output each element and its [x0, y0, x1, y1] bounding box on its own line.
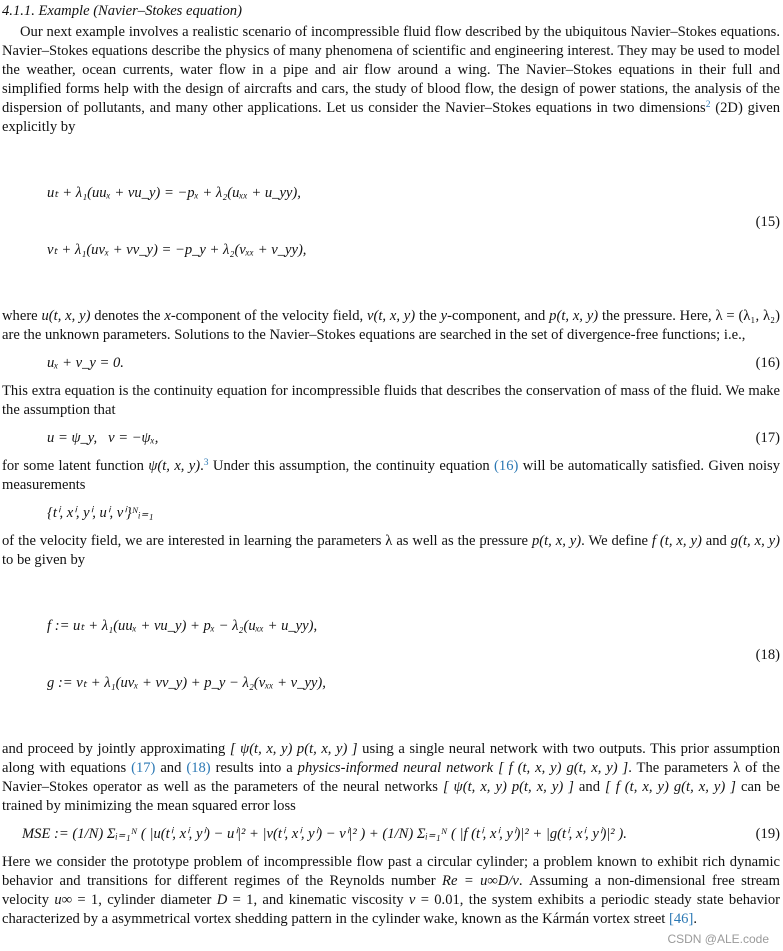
- math-inline: Re = u∞D/ν: [442, 873, 519, 889]
- text-run: and: [155, 760, 187, 776]
- math-inline: f (t, x, y): [651, 533, 702, 549]
- text-run: using a single neural network with two outputs. This prior assumption along with equations: [2, 741, 781, 776]
- math-inline: g(t, x, y): [730, 533, 781, 549]
- measurements-set: [47, 504, 780, 523]
- math-inline: x: [164, 308, 171, 324]
- text-run: where: [2, 308, 42, 324]
- text-run: results into a: [210, 760, 298, 776]
- math-inline: v(t, x, y): [367, 308, 416, 324]
- equation-number: (19): [755, 826, 780, 842]
- text-run: denotes the: [90, 308, 165, 324]
- text-run: . We define: [581, 533, 652, 549]
- math-inline: y: [440, 308, 448, 324]
- text-run: the: [415, 308, 441, 324]
- footnote-link[interactable]: 3: [203, 458, 209, 468]
- reference-link[interactable]: (17): [131, 760, 156, 776]
- paragraph-continuity: [2, 382, 780, 420]
- footnote-link[interactable]: 2: [705, 100, 711, 110]
- equation-line: vₜ + λ₁(uvₓ + vv_y) = −p_y + λ₂(vₓₓ + v_yy),: [47, 242, 307, 258]
- text-run: and: [573, 779, 606, 795]
- text-run: This extra equation is the continuity equation for incompressible fluids that describes the conservation of mass of the fluid. We make the assumption that: [2, 383, 780, 418]
- reference-link[interactable]: (16): [494, 458, 519, 474]
- text-run: and: [701, 533, 731, 549]
- equation-17: [47, 429, 780, 448]
- equation-number: (15): [755, 213, 780, 230]
- text-run: . Assuming a non-dimensional free stream velocity: [2, 873, 780, 908]
- math-inline: u∞: [54, 892, 73, 908]
- text-run: .: [693, 911, 697, 927]
- paragraph-define-fg: [2, 532, 780, 570]
- watermark: CSDN @ALE.code: [667, 932, 769, 946]
- equation-number: (16): [755, 355, 780, 371]
- equation-number: (18): [755, 646, 780, 663]
- equation-line: uₓ + v_y = 0.: [47, 355, 124, 371]
- text-run: .: [200, 458, 204, 474]
- text-run: and proceed by jointly approximating: [2, 741, 230, 757]
- paragraph-latent: [2, 457, 780, 495]
- equation-line: uₜ + λ₁(uuₓ + vu_y) = −pₓ + λ₂(uₓₓ + u_yy),: [47, 185, 301, 201]
- equation-number: (17): [755, 430, 780, 446]
- text-run: the pressure. Here, λ = (λ₁, λ₂) are the unknown parameters. Solutions to the Navier–Stokes equations are searched in the set of divergence-free functions; i.e.,: [2, 308, 780, 343]
- math-inline: ν: [408, 892, 416, 908]
- math-inline: p(t, x, y): [549, 308, 599, 324]
- text-run: Under this assumption, the continuity equation: [208, 458, 495, 474]
- math-inline: p(t, x, y): [531, 533, 582, 549]
- text-run: to be given by: [2, 552, 86, 568]
- math-inline: physics-informed neural network: [297, 760, 494, 776]
- text-run: = 1, cylinder diameter: [72, 892, 217, 908]
- text-run: (2D) given explicitly by: [2, 100, 780, 135]
- text-run: Our next example involves a realistic scenario of incompressible fluid flow described by the ubiquitous Navier–Stokes equations. Navier–Stokes equations describe the physics of many phenomena of scientific and engineering interest. They may be used to model the weather, ocean currents, water flow in a pipe and air flow around a wing. The Navier–Stokes equations in their full and simplified forms help with the design of aircrafts and cars, the study of blood flow, the design of power stations, the analysis of the dispersion of pollutants, and many other applications. Let us consider the Navier–Stokes equations in two dimensions: [2, 24, 780, 116]
- text-run: = 0.01, the system exhibits a periodic steady state behavior characterized by a asymmetrical vortex shedding pattern in the cylinder wake, known as the Kármán vortex street: [2, 892, 780, 927]
- equation-18: [47, 579, 780, 731]
- equation-line: MSE := (1/N) Σᵢ₌₁ᴺ ( |u(tⁱ, xⁱ, yⁱ) − uⁱ|² + |v(tⁱ, xⁱ, yⁱ) − vⁱ|² ) + (1/N) Σᵢ₌₁ᴺ ( |f (tⁱ, xⁱ, yⁱ)|² + |g(tⁱ, xⁱ, yⁱ)|² ).: [22, 826, 627, 842]
- math-inline: [ f (t, x, y) g(t, x, y) ]: [605, 779, 736, 795]
- equation-15: [47, 146, 780, 298]
- text-run: can be trained by minimizing the mean squared error loss: [2, 779, 781, 814]
- reference-link[interactable]: (18): [186, 760, 211, 776]
- paragraph-pinn: [2, 740, 780, 816]
- equation-16: [47, 354, 780, 373]
- text-run: -component of the velocity field,: [170, 308, 367, 324]
- text-run: . The parameters λ of the Navier–Stokes operator as well as the parameters of the neural networks: [2, 760, 780, 795]
- paragraph-cylinder: [2, 853, 780, 929]
- paragraph-intro: [2, 23, 780, 137]
- section-heading: 4.1.1. Example (Navier–Stokes equation): [2, 3, 242, 19]
- math-inline: [ ψ(t, x, y) p(t, x, y) ]: [229, 741, 358, 757]
- text-run: Here we consider the prototype problem of incompressible flow past a circular cylinder; a problem known to exhibit rich dynamic behavior and transitions for different regimes of the Reynolds number: [2, 854, 780, 889]
- equation-line: g := vₜ + λ₁(uvₓ + vv_y) + p_y − λ₂(vₓₓ + v_yy),: [47, 675, 326, 691]
- text-run: = 1, and kinematic viscosity: [227, 892, 409, 908]
- math-inline: D: [216, 892, 228, 908]
- paragraph-definitions: [2, 307, 780, 345]
- math-inline: u(t, x, y): [41, 308, 91, 324]
- equation-line: {tⁱ, xⁱ, yⁱ, uⁱ, vⁱ}ᴺᵢ₌₁: [47, 505, 154, 521]
- math-inline: [ ψ(t, x, y) p(t, x, y) ]: [442, 779, 574, 795]
- text-run: of the velocity field, we are interested in learning the parameters λ as well as the pressure: [2, 533, 532, 549]
- math-inline: ψ(t, x, y): [148, 458, 201, 474]
- equation-line: f := uₜ + λ₁(uuₓ + vu_y) + pₓ − λ₂(uₓₓ + u_yy),: [47, 618, 318, 634]
- reference-link[interactable]: [46]: [669, 911, 694, 927]
- text-run: -component, and: [447, 308, 550, 324]
- text-run: for some latent function: [2, 458, 149, 474]
- equation-line: u = ψ_y, v = −ψₓ,: [47, 430, 159, 446]
- text-run: will be automatically satisfied. Given noisy measurements: [2, 458, 780, 493]
- math-inline: [ f (t, x, y) g(t, x, y) ]: [498, 760, 629, 776]
- equation-19: [22, 825, 780, 844]
